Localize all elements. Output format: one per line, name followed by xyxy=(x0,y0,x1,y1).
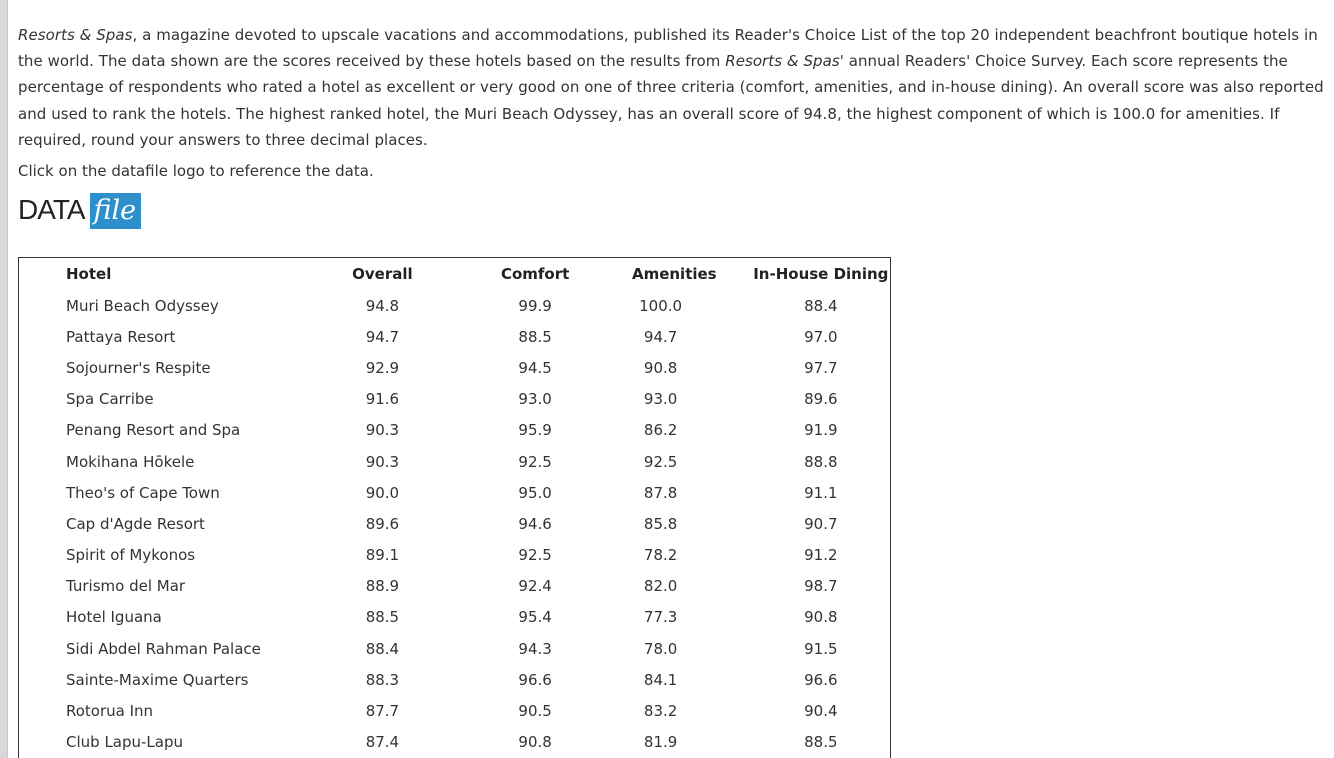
table-body xyxy=(19,290,890,758)
intro-paragraph xyxy=(18,22,1328,153)
cell-overall: 87.7 xyxy=(365,702,400,721)
cell-hotel: Sojourner's Respite xyxy=(66,358,211,377)
table-row xyxy=(19,727,890,758)
table-row xyxy=(19,290,890,321)
cell-comfort: 99.9 xyxy=(518,296,552,315)
left-frame-rule xyxy=(0,0,8,758)
cell-dining: 89.6 xyxy=(804,390,838,409)
table-row xyxy=(19,415,890,446)
cell-overall: 90.3 xyxy=(365,421,400,440)
click-note: Click on the datafile logo to reference the data. xyxy=(18,162,374,181)
cell-dining: 90.4 xyxy=(804,702,838,721)
table-row xyxy=(19,477,890,508)
magazine-name: Resorts & Spas xyxy=(18,26,133,44)
cell-hotel: Sainte-Maxime Quarters xyxy=(66,670,249,689)
cell-overall: 89.1 xyxy=(365,546,400,565)
cell-amenities: 81.9 xyxy=(643,733,678,752)
intro-text-part2: annual Readers' Choice Survey. Each score represents the percentage of respondents who rated a hotel as excellent or very good on one of three criteria (comfort, amenities, and in-house dining). An overall score was also reported and used to rank the hotels. The highest ranked hotel, the Muri Beach Odyssey, has an overall score of 94.8, the highest component of which is 100.0 for amenities. If required, round your answers to three decimal places. xyxy=(18,52,1324,149)
cell-comfort: 90.5 xyxy=(518,702,552,721)
table-row xyxy=(19,664,890,695)
cell-dining: 90.8 xyxy=(804,608,838,627)
header-amenities: Amenities xyxy=(631,265,717,283)
cell-hotel: Sidi Abdel Rahman Palace xyxy=(66,639,261,658)
cell-comfort: 92.4 xyxy=(518,577,552,596)
cell-dining: 88.8 xyxy=(804,452,838,471)
cell-overall: 89.6 xyxy=(365,514,400,533)
cell-dining: 88.5 xyxy=(804,733,838,752)
cell-comfort: 95.4 xyxy=(518,608,552,627)
table-row xyxy=(19,352,890,383)
cell-hotel: Turismo del Mar xyxy=(66,577,186,596)
cell-amenities: 82.0 xyxy=(643,577,678,596)
datafile-logo[interactable] xyxy=(18,191,141,229)
cell-hotel: Cap d'Agde Resort xyxy=(66,514,205,533)
cell-hotel: Theo's of Cape Town xyxy=(66,483,220,502)
table-row xyxy=(19,540,890,571)
datafile-logo-file: file xyxy=(88,193,142,229)
cell-comfort: 94.6 xyxy=(518,514,552,533)
cell-amenities: 77.3 xyxy=(643,608,678,627)
cell-hotel: Pattaya Resort xyxy=(66,327,176,346)
intro-text-part1: , a magazine devoted to upscale vacations and accommodations, published its Reader's Choice List of the top 20 independent beachfront boutique hotels in the world. The data shown are the scores received by these hotels based on the results from xyxy=(18,26,1318,71)
cell-overall: 88.3 xyxy=(365,670,400,689)
cell-amenities: 86.2 xyxy=(643,421,678,440)
cell-dining: 98.7 xyxy=(804,577,838,596)
cell-overall: 88.4 xyxy=(365,639,400,658)
cell-comfort: 88.5 xyxy=(518,327,552,346)
cell-hotel: Penang Resort and Spa xyxy=(66,421,241,440)
cell-hotel: Hotel Iguana xyxy=(66,608,162,627)
cell-hotel: Club Lapu-Lapu xyxy=(66,733,184,752)
datafile-logo-data: DATA xyxy=(18,194,85,226)
cell-hotel: Mokihana Hōkele xyxy=(66,452,195,471)
cell-dining: 96.6 xyxy=(804,670,838,689)
header-comfort: Comfort xyxy=(500,265,570,283)
cell-overall: 88.5 xyxy=(365,608,400,627)
magazine-name-possessive: Resorts & Spas' xyxy=(725,52,844,71)
table-row xyxy=(19,446,890,477)
cell-dining: 91.2 xyxy=(804,546,838,565)
cell-amenities: 93.0 xyxy=(643,390,678,409)
header-overall: Overall xyxy=(352,265,413,283)
hotel-data-table xyxy=(19,258,890,758)
cell-amenities: 100.0 xyxy=(639,296,683,315)
cell-comfort: 95.9 xyxy=(518,421,552,440)
cell-hotel: Spa Carribe xyxy=(66,390,154,409)
cell-dining: 90.7 xyxy=(804,514,838,533)
cell-overall: 87.4 xyxy=(365,733,400,752)
cell-dining: 88.4 xyxy=(804,296,838,315)
cell-overall: 94.7 xyxy=(365,327,400,346)
table-row xyxy=(19,571,890,602)
hotel-data-table-frame xyxy=(18,257,891,758)
header-hotel: Hotel xyxy=(66,265,112,283)
cell-comfort: 93.0 xyxy=(518,390,552,409)
cell-amenities: 84.1 xyxy=(643,670,678,689)
cell-overall: 91.6 xyxy=(365,390,400,409)
table-row xyxy=(19,602,890,633)
cell-hotel: Rotorua Inn xyxy=(66,702,154,721)
cell-comfort: 92.5 xyxy=(518,546,552,565)
cell-comfort: 94.5 xyxy=(518,358,552,377)
table-row xyxy=(19,384,890,415)
table-row xyxy=(19,508,890,539)
cell-amenities: 90.8 xyxy=(643,358,678,377)
cell-comfort: 92.5 xyxy=(518,452,552,471)
cell-amenities: 87.8 xyxy=(643,483,678,502)
cell-overall: 92.9 xyxy=(365,358,400,377)
cell-comfort: 90.8 xyxy=(518,733,552,752)
table-header-row xyxy=(19,258,890,290)
header-dining: In-House Dining xyxy=(753,265,889,283)
cell-amenities: 83.2 xyxy=(643,702,678,721)
cell-amenities: 92.5 xyxy=(643,452,678,471)
cell-dining: 97.7 xyxy=(804,358,838,377)
cell-overall: 88.9 xyxy=(365,577,400,596)
question-content xyxy=(18,22,1328,229)
cell-amenities: 78.0 xyxy=(643,639,678,658)
cell-dining: 91.1 xyxy=(804,483,838,502)
cell-overall: 90.0 xyxy=(365,483,400,502)
cell-overall: 94.8 xyxy=(365,296,400,315)
cell-comfort: 94.3 xyxy=(518,639,552,658)
table-row xyxy=(19,321,890,352)
cell-overall: 90.3 xyxy=(365,452,400,471)
table-row xyxy=(19,695,890,726)
cell-amenities: 94.7 xyxy=(643,327,678,346)
cell-dining: 91.5 xyxy=(804,639,838,658)
cell-comfort: 96.6 xyxy=(518,670,552,689)
cell-comfort: 95.0 xyxy=(518,483,552,502)
cell-hotel: Muri Beach Odyssey xyxy=(66,296,219,315)
cell-amenities: 78.2 xyxy=(643,546,678,565)
cell-amenities: 85.8 xyxy=(643,514,678,533)
cell-dining: 91.9 xyxy=(804,421,838,440)
cell-dining: 97.0 xyxy=(804,327,838,346)
cell-hotel: Spirit of Mykonos xyxy=(66,546,196,565)
table-row xyxy=(19,633,890,664)
